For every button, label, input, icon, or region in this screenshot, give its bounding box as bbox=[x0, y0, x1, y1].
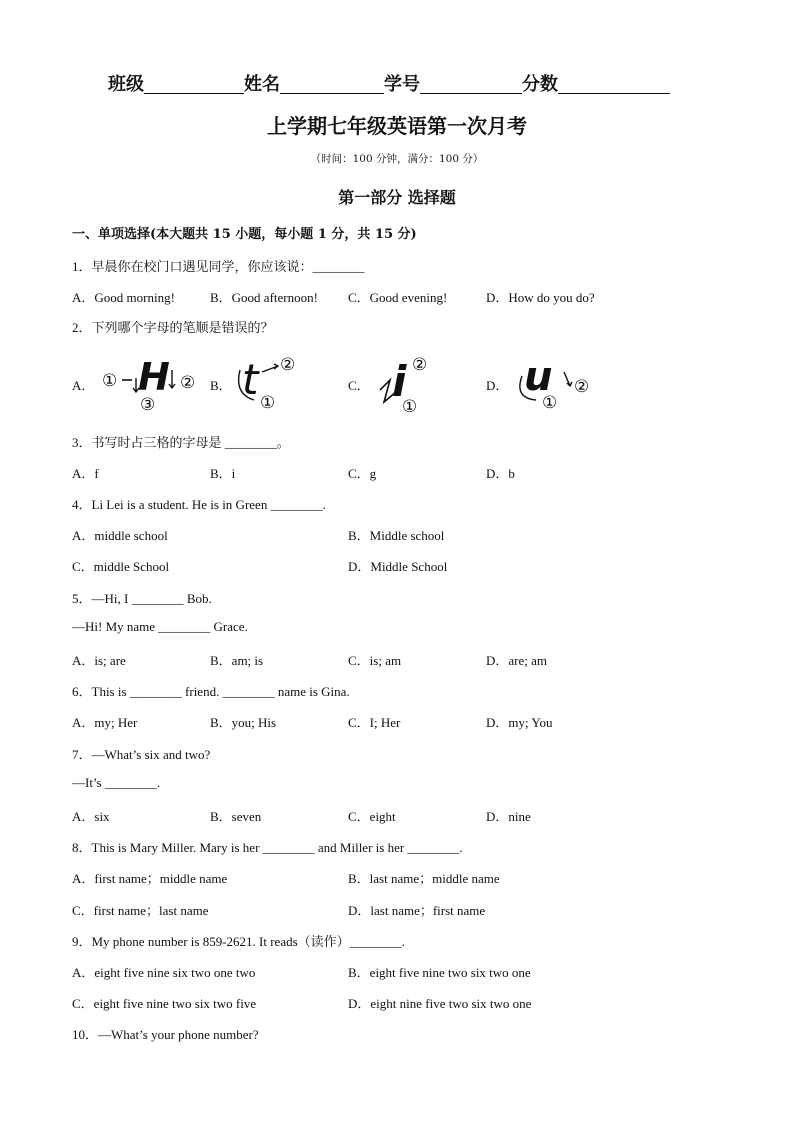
stroke-number-1: ① bbox=[542, 393, 558, 412]
q3-option-a[interactable]: A．f bbox=[72, 466, 99, 481]
class-blank[interactable] bbox=[144, 75, 244, 94]
q6-option-c[interactable]: C．I; Her bbox=[348, 715, 401, 730]
question-5-stem-line2: —Hi! My name ________ Grace. bbox=[72, 619, 248, 634]
score-blank[interactable] bbox=[558, 75, 670, 94]
stroke-number-1: ① bbox=[102, 371, 118, 391]
q3-option-c[interactable]: C．g bbox=[348, 466, 377, 481]
q4-option-c[interactable]: C．middle School bbox=[72, 559, 170, 574]
stroke-number-3: ③ bbox=[140, 395, 156, 412]
q5-option-b[interactable]: B．am; is bbox=[210, 653, 264, 668]
q1-option-c[interactable]: C．Good evening! bbox=[348, 290, 448, 305]
question-10-stem: 10．—What’s your phone number? bbox=[72, 1027, 259, 1042]
q6-option-a[interactable]: A．my; Her bbox=[72, 715, 138, 730]
q8-option-d[interactable]: D．last name；first name bbox=[348, 903, 486, 918]
q4-option-d[interactable]: D．Middle School bbox=[348, 559, 448, 574]
question-2-stem: 2．下列哪个字母的笔顺是错误的？ bbox=[72, 320, 274, 335]
q8-option-b[interactable]: B．last name；middle name bbox=[348, 871, 500, 886]
q6-option-b[interactable]: B．you; His bbox=[210, 715, 277, 730]
q3-option-d[interactable]: D．b bbox=[486, 466, 515, 481]
q2-option-b[interactable]: B． bbox=[210, 378, 232, 393]
name-blank[interactable] bbox=[280, 75, 384, 94]
score-label: 分数 bbox=[522, 74, 558, 95]
q1-option-a[interactable]: A．Good morning! bbox=[72, 290, 175, 305]
q9-option-d[interactable]: D．eight nine five two six two one bbox=[348, 996, 532, 1011]
q4-option-a[interactable]: A．middle school bbox=[72, 528, 168, 543]
letter-u-glyph: u bbox=[524, 354, 553, 400]
arrow-2-icon bbox=[169, 370, 175, 388]
question-1-stem: 1．早晨你在校门口遇见同学，你应该说：________ bbox=[72, 259, 365, 274]
q9-option-c[interactable]: C．eight five nine two six two five bbox=[72, 996, 257, 1011]
question-4-stem: 4．Li Lei is a student. He is in Green ________. bbox=[72, 497, 326, 512]
student-info-row bbox=[108, 70, 670, 96]
q3-option-b[interactable]: B．i bbox=[210, 466, 236, 481]
q2-option-d[interactable]: D． bbox=[486, 378, 509, 393]
question-3-stem: 3．书写时占三格的字母是 ________。 bbox=[72, 435, 290, 450]
q1-option-b[interactable]: B．Good afternoon! bbox=[210, 290, 318, 305]
q4-option-b[interactable]: B．Middle school bbox=[348, 528, 445, 543]
q9-option-a[interactable]: A．eight five nine six two one two bbox=[72, 965, 256, 980]
id-blank[interactable] bbox=[420, 75, 522, 94]
name-label: 姓名 bbox=[244, 74, 280, 95]
id-label: 学号 bbox=[384, 74, 420, 95]
q8-option-c[interactable]: C．first name；last name bbox=[72, 903, 209, 918]
q1-option-d[interactable]: D．How do you do? bbox=[486, 290, 595, 305]
q5-option-a[interactable]: A．is; are bbox=[72, 653, 126, 668]
question-7-stem-line2: —It’s ________. bbox=[72, 775, 161, 790]
question-9-stem: 9．My phone number is 859-2621. It reads（读作）________. bbox=[72, 934, 405, 949]
q8-option-a[interactable]: A．first name；middle name bbox=[72, 871, 228, 886]
question-6-stem: 6．This is ________ friend. ________ name is Gina. bbox=[72, 684, 350, 699]
q5-option-c[interactable]: C．is; am bbox=[348, 653, 402, 668]
q2-option-c[interactable]: C． bbox=[348, 378, 370, 393]
stroke-number-2: ② bbox=[574, 377, 590, 397]
arrow-right-icon bbox=[262, 364, 278, 372]
q6-option-d[interactable]: D．my; You bbox=[486, 715, 553, 730]
question-7-stem: 7．—What’s six and two? bbox=[72, 747, 211, 762]
q2-option-a[interactable]: A． bbox=[72, 378, 95, 393]
part-title: 第一部分 选择题 bbox=[338, 188, 456, 207]
stroke-number-2: ② bbox=[280, 355, 296, 375]
arrow-down-icon bbox=[564, 372, 572, 386]
q7-option-c[interactable]: C．eight bbox=[348, 809, 396, 824]
stroke-number-2: ② bbox=[412, 355, 428, 375]
exam-subtitle: （时间：100 分钟，满分：100 分） bbox=[310, 153, 484, 165]
letter-u-stroke-order-image bbox=[514, 352, 598, 412]
letter-i-stroke-order-image bbox=[374, 350, 438, 416]
stroke-number-1: ① bbox=[402, 397, 418, 416]
q5-option-d[interactable]: D．are; am bbox=[486, 653, 548, 668]
question-5-stem: 5．—Hi, I ________ Bob. bbox=[72, 591, 212, 606]
q7-option-a[interactable]: A．six bbox=[72, 809, 110, 824]
question-8-stem: 8．This is Mary Miller. Mary is her ________ and Miller is her ________. bbox=[72, 840, 463, 855]
q7-option-b[interactable]: B．seven bbox=[210, 809, 262, 824]
stroke-number-2: ② bbox=[180, 373, 196, 393]
q9-option-b[interactable]: B．eight five nine two six two one bbox=[348, 965, 531, 980]
section-heading: 一、单项选择(本大题共 15 小题，每小题 1 分，共 15 分) bbox=[72, 227, 417, 242]
letter-i-glyph: i bbox=[392, 357, 407, 406]
letter-h-glyph: H bbox=[138, 355, 170, 399]
letter-t-stroke-order-image bbox=[232, 350, 304, 410]
letter-h-stroke-order-image bbox=[100, 348, 204, 412]
exam-title: 上学期七年级英语第一次月考 bbox=[267, 114, 527, 138]
stroke-number-1: ① bbox=[260, 393, 276, 410]
letter-t-glyph: t bbox=[242, 355, 259, 404]
class-label: 班级 bbox=[108, 74, 144, 95]
q7-option-d[interactable]: D．nine bbox=[486, 809, 531, 824]
